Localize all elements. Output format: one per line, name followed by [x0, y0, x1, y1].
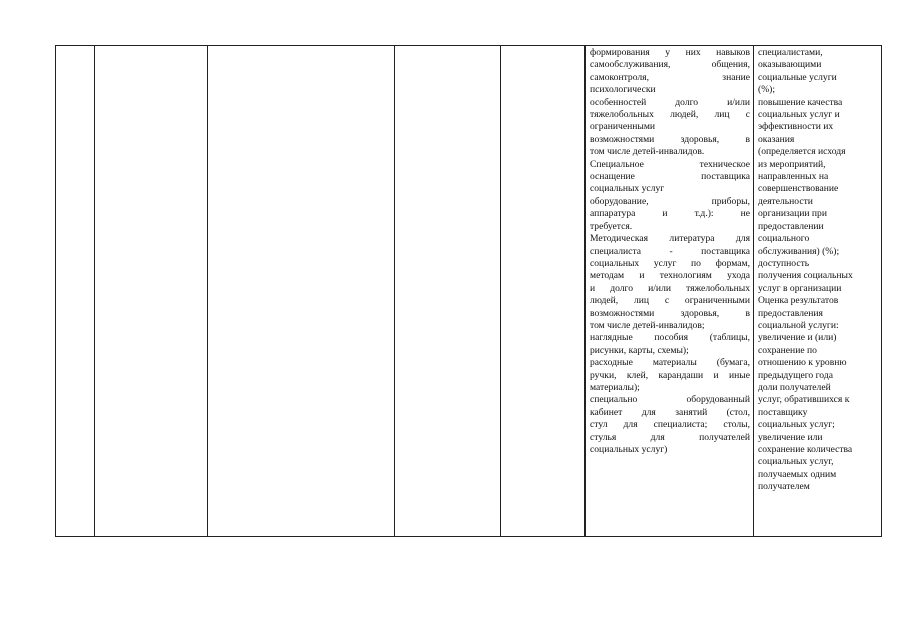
- resources-line: особенностей долго и/или: [590, 96, 750, 108]
- indicators-line: услуг, обратившихся к: [758, 394, 850, 406]
- indicators-line: социального: [758, 233, 810, 245]
- indicators-line: (%);: [758, 84, 776, 96]
- resources-line: ограниченными: [590, 121, 656, 133]
- resources-line: аппаратура и т.д.): не: [590, 208, 750, 220]
- resources-text: [586, 46, 753, 456]
- resources-line: социальных услуг по формам,: [590, 257, 750, 269]
- resources-line: рисунки, карты, схемы);: [590, 344, 689, 356]
- indicators-line: социальные услуги: [758, 71, 837, 83]
- resources-line: социальных услуг): [590, 444, 668, 455]
- table-cell-col5: [501, 46, 585, 537]
- resources-line: Методическая литература для: [590, 233, 750, 245]
- indicators-line: (определяется исходя: [758, 146, 846, 158]
- indicators-line: получения социальных: [758, 270, 853, 282]
- indicators-line: эффективности их: [758, 121, 834, 133]
- resources-line: формирования у них навыков: [590, 47, 750, 58]
- indicators-line: поставщику: [758, 406, 808, 418]
- indicators-line: увеличение и (или): [758, 332, 837, 344]
- indicators-text: [754, 46, 881, 494]
- resources-line: стулья для получателей: [590, 431, 750, 443]
- indicators-line: социальных услуг и: [758, 109, 840, 121]
- resources-line: ручки, клей, карандаши и иные: [590, 369, 750, 381]
- indicators-line: получателем: [758, 481, 810, 493]
- indicators-line: направленных на: [758, 171, 829, 183]
- resources-line: Специальное техническое: [590, 158, 750, 170]
- indicators-line: увеличение или: [758, 431, 823, 443]
- resources-line: тяжелобольных людей, лиц с: [590, 109, 750, 121]
- resources-line: специалиста - поставщика: [590, 245, 750, 257]
- resources-line: возможностями здоровья, в: [590, 133, 750, 145]
- resources-line: том числе детей-инвалидов;: [590, 319, 705, 331]
- indicators-line: доступность: [758, 257, 810, 269]
- resources-line: психологически: [590, 84, 656, 96]
- indicators-line: получаемых одним: [758, 468, 837, 480]
- resources-line: стул для специалиста; столы,: [590, 419, 750, 431]
- indicators-line: Оценка результатов: [758, 295, 839, 307]
- table-cell-indicators: [754, 46, 882, 537]
- resources-line: оснащение поставщика: [590, 171, 750, 183]
- indicators-line: повышение качества: [758, 96, 843, 108]
- table-cell-col3: [208, 46, 395, 537]
- indicators-line: отношению к уровню: [758, 357, 847, 369]
- table-cell-resources: [586, 46, 754, 537]
- resources-line: людей, лиц с ограниченными: [590, 295, 750, 307]
- resources-line: оборудование, приборы,: [590, 195, 750, 207]
- indicators-line: социальных услуг;: [758, 419, 835, 431]
- indicators-line: предыдущего года: [758, 369, 833, 381]
- indicators-line: специалистами,: [758, 47, 823, 58]
- indicators-line: организации при: [758, 208, 827, 220]
- resources-line: социальных услуг: [590, 183, 665, 195]
- resources-line: и долго и/или тяжелобольных: [590, 282, 750, 294]
- indicators-line: доли получателей: [758, 381, 831, 393]
- indicators-line: услуг в организации: [758, 282, 842, 294]
- indicators-line: предоставления: [758, 307, 823, 319]
- resources-line: самоконтроля, знание: [590, 71, 750, 83]
- table-cell-col2: [95, 46, 208, 537]
- indicators-line: деятельности: [758, 195, 813, 207]
- indicators-line: совершенствование: [758, 183, 839, 195]
- services-table: [55, 45, 882, 537]
- indicators-line: из мероприятий,: [758, 158, 826, 170]
- resources-line: материалы);: [590, 381, 640, 393]
- resources-line: кабинет для занятий (стол,: [590, 406, 750, 418]
- resources-line: возможностями здоровья, в: [590, 307, 750, 319]
- resources-line: наглядные пособия (таблицы,: [590, 332, 750, 344]
- indicators-line: социальной услуги:: [758, 319, 839, 331]
- indicators-line: социальных услуг,: [758, 456, 834, 468]
- indicators-line: сохранение по: [758, 344, 817, 356]
- resources-line: расходные материалы (бумага,: [590, 357, 750, 369]
- indicators-line: оказания: [758, 133, 795, 145]
- resources-line: самообслуживания, общения,: [590, 59, 750, 71]
- indicators-line: обслуживания) (%);: [758, 245, 840, 257]
- resources-line: специально оборудованный: [590, 394, 750, 406]
- indicators-line: сохранение количества: [758, 444, 853, 455]
- resources-line: методам и технологиям ухода: [590, 270, 750, 282]
- table-cell-col1: [56, 46, 95, 537]
- table-row: [56, 46, 882, 537]
- indicators-line: оказывающими: [758, 59, 822, 71]
- table-cell-col4: [395, 46, 501, 537]
- resources-line: том числе детей-инвалидов.: [590, 146, 705, 158]
- indicators-line: предоставлении: [758, 220, 824, 232]
- resources-line: требуется.: [590, 220, 633, 232]
